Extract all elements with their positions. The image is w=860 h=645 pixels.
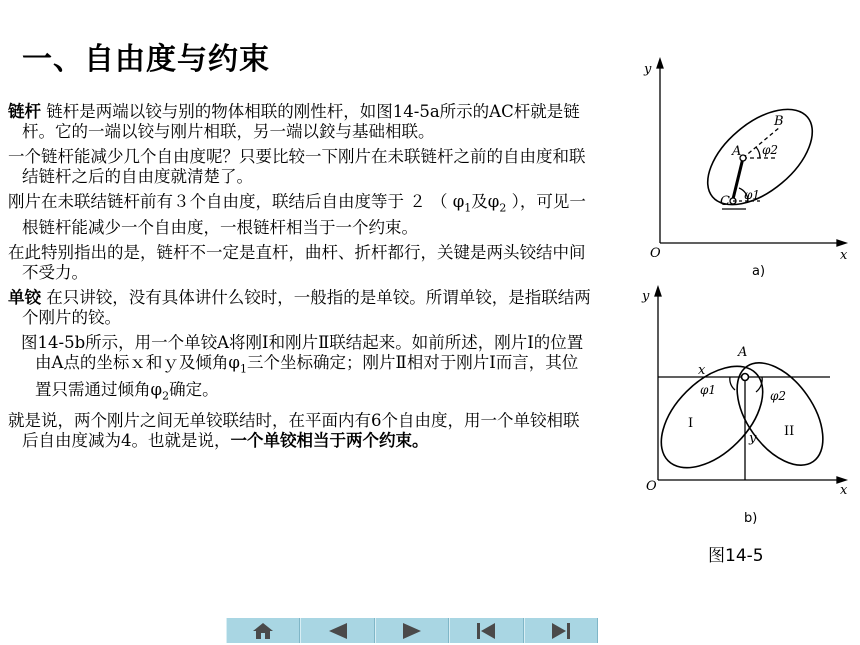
previous-button[interactable] <box>300 618 374 643</box>
y-axis-arrow <box>655 287 661 296</box>
sub-phi1: 1 <box>464 201 472 215</box>
paragraph-question: 一个链杆能减少几个自由度呢？只要比较一下刚片在未联链杆之前的自由度和联结链杆之后的自由度就清楚了。 <box>8 147 586 186</box>
fig-a-label: a) <box>752 264 766 279</box>
fig-b-x-label: x <box>840 483 848 498</box>
paragraph-single-hinge <box>8 288 593 328</box>
last-icon <box>550 622 572 640</box>
next-icon <box>401 622 423 640</box>
first-button[interactable] <box>449 618 523 643</box>
home-button[interactable] <box>226 618 300 643</box>
figure-caption: 图14-5 <box>708 546 764 566</box>
paragraph-figure-b <box>8 333 593 406</box>
y-axis-arrow <box>657 59 663 68</box>
fig-b-coord-x: x <box>698 363 706 378</box>
first-icon <box>475 622 497 640</box>
rigid-body-one <box>643 348 782 487</box>
fig-b-y-label: y <box>642 289 650 304</box>
fig-b-angle1: φ1 <box>700 383 717 397</box>
fig-b-label: b) <box>744 511 758 526</box>
text-figb-a: 图14-5b所示，用一个单铰A将刚Ⅰ和刚片Ⅱ联结起来。如前所述，刚片Ⅰ的位置由A点的坐标ｘ和ｙ及倾角φ <box>21 333 584 373</box>
link-bar-ac <box>733 158 743 199</box>
text-figb-b: 三个坐标确定；刚片Ⅱ相对于刚片Ⅰ而言，其位置只需通过倾角φ <box>35 353 579 399</box>
slide-navigation-bar <box>226 618 598 643</box>
text-single-hinge: 在只讲铰，没有具体讲什么铰时，一般指的是单铰。 <box>41 288 426 308</box>
angle-arc-phi2 <box>756 147 760 158</box>
text-conclusion-bold: 一个单铰相当于两个约束。 <box>230 430 429 450</box>
sub-phi1-b: 1 <box>239 362 247 376</box>
angle-arc-phi2 <box>756 377 762 392</box>
text-conclusion: 就是说，两个刚片之间无单铰联结时，在平面内有6个自由度，用一个单铰相联后自由度减为4。也就是说， <box>8 410 580 450</box>
sub-phi2: 2 <box>499 201 507 215</box>
fig-a-point-a: A <box>732 144 742 159</box>
text-dof-c: ），可见一根链杆能减少一个自由度，一根链杆相当于一个约束。 <box>22 192 586 238</box>
term-single-hinge: 单铰 <box>8 288 41 308</box>
home-icon <box>252 622 274 640</box>
fig-b-body2: II <box>784 424 795 439</box>
next-button[interactable] <box>375 618 449 643</box>
slide-body <box>8 102 593 456</box>
fig-a-point-b: B <box>774 114 784 129</box>
fig-a-angle2: φ2 <box>762 143 779 157</box>
paragraph-note: 在此特别指出的是，链杆不一定是直杆，曲杆、折杆都行，关键是两头铰结中间不受力。 <box>8 243 586 283</box>
paragraph-conclusion <box>8 411 593 451</box>
previous-icon <box>327 622 349 640</box>
paragraph-link-bar <box>8 102 593 142</box>
fig-a-x-label: x <box>840 248 848 263</box>
angle-arc-phi1 <box>730 377 735 390</box>
sub-phi2-b: 2 <box>162 388 170 402</box>
fig-b-angle2: φ2 <box>770 389 787 403</box>
slide-title: 一、自由度与约束 <box>22 42 270 77</box>
last-button[interactable] <box>524 618 598 643</box>
fig-b-coord-y: y <box>749 431 757 446</box>
text-figb-c: 确定。 <box>169 379 219 399</box>
x-axis-arrow <box>837 240 846 246</box>
fig-b-point-a: A <box>738 345 748 360</box>
fig-a-angle1: φ1 <box>744 188 761 202</box>
figure-a-diagram <box>640 55 855 280</box>
text-dof-b: 及φ <box>471 192 500 211</box>
text-link-bar: 链杆是两端以铰与别的物体相联的刚性杆，如图14-5a所示的AC杆就是链杆。它的一端以铰与刚片相联，另一端以鉸与基础相联。 <box>22 102 580 141</box>
text-single-hinge-2: 所谓单铰，是指联结两个刚片的铰。 <box>22 288 591 328</box>
paragraph-dof <box>8 192 593 238</box>
fig-b-body1: I <box>688 416 694 431</box>
term-link-bar: 链杆 <box>8 102 41 121</box>
hinge-a <box>742 374 749 381</box>
fig-a-y-label: y <box>644 62 652 77</box>
fig-a-origin: O <box>650 246 661 261</box>
figure-b-diagram <box>640 282 855 527</box>
text-dof-a: 刚片在未联结链杆前有３个自由度，联结后自由度等于 ２ （ φ <box>8 192 465 211</box>
rigid-body-two <box>720 348 841 481</box>
fig-a-point-c: C <box>720 194 730 209</box>
fig-b-origin: O <box>646 479 657 494</box>
